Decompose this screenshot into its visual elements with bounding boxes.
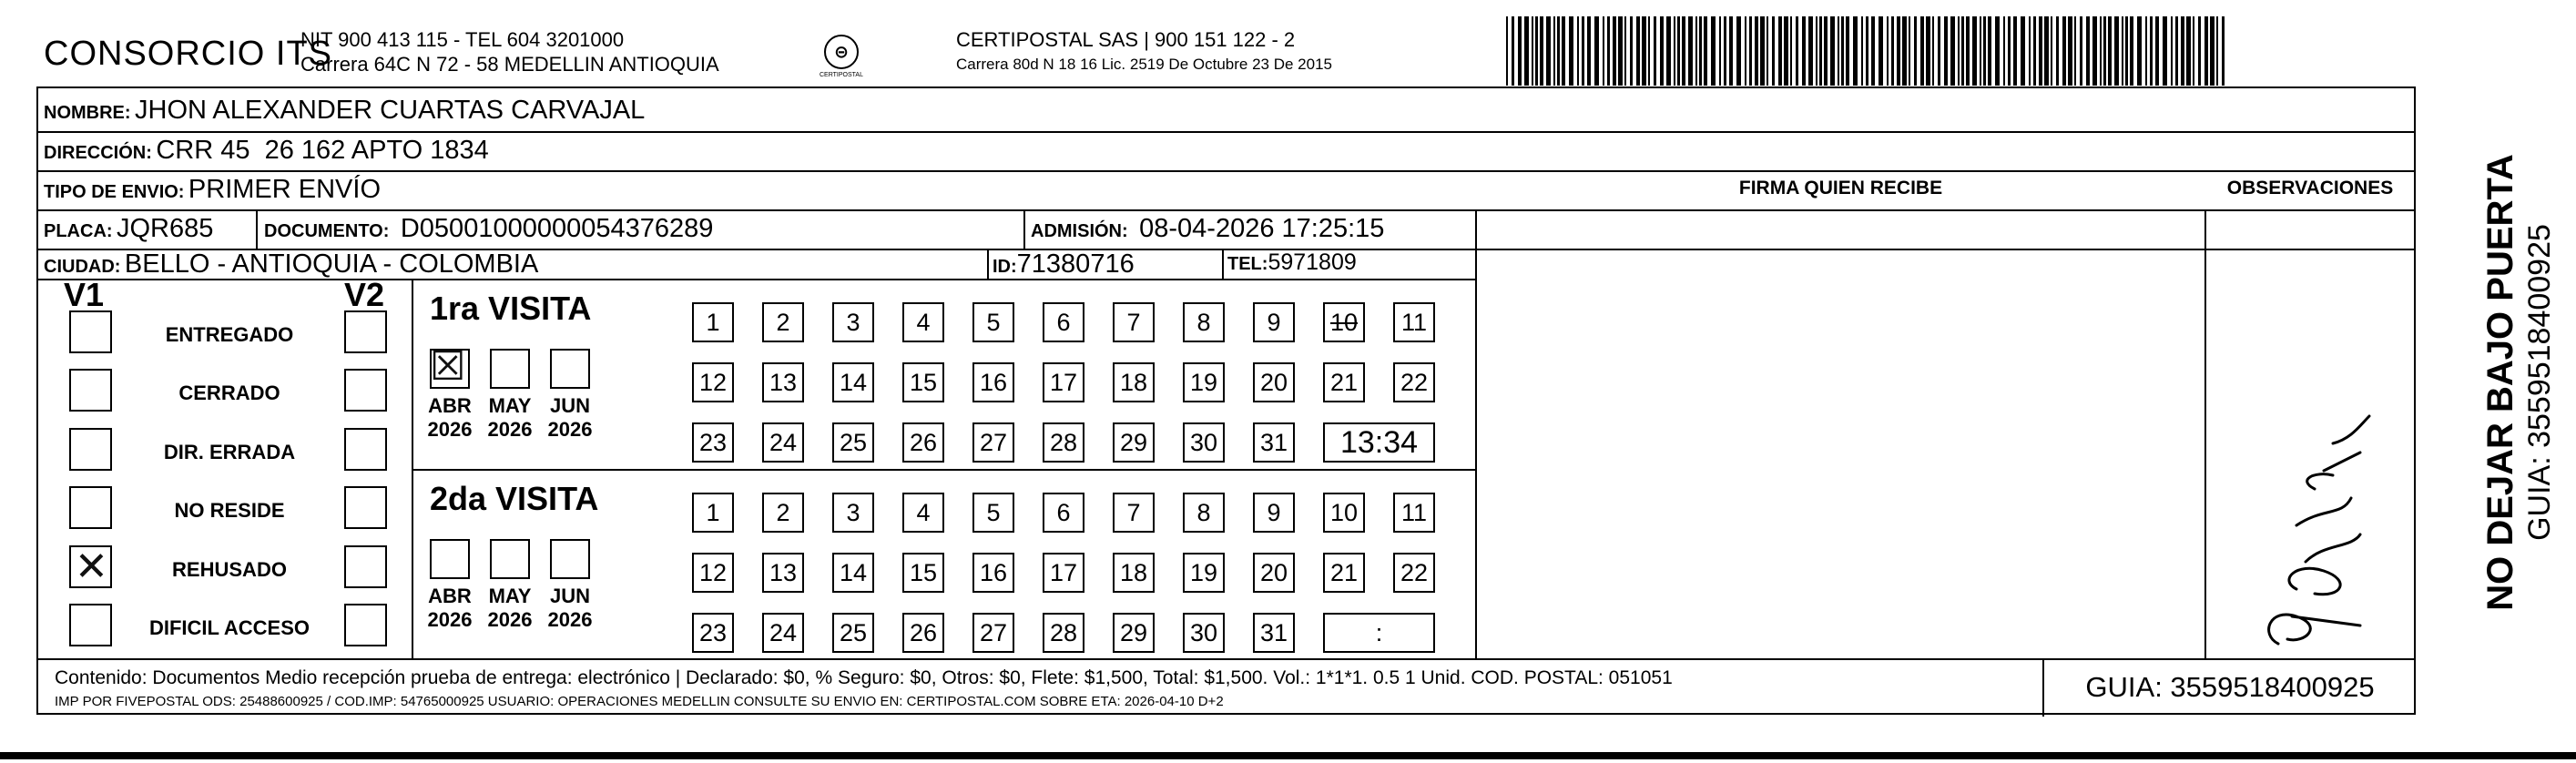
nit-line: NIT 900 413 115 - TEL 604 3201000 <box>300 28 625 51</box>
barcode-bar <box>1819 16 1822 86</box>
barcode-bar <box>1944 16 1948 86</box>
day-box[interactable]: 14 <box>832 362 874 402</box>
v2-checkbox-4[interactable] <box>344 545 387 588</box>
tel-label: TEL: <box>1227 254 1268 274</box>
day-box[interactable]: 31 <box>1253 613 1295 653</box>
status-option-label: DIR. ERRADA <box>163 441 296 463</box>
barcode-bar <box>2137 16 2142 86</box>
barcode-bar <box>1506 16 1508 86</box>
barcode-bar <box>1802 16 1806 86</box>
day-box[interactable]: 16 <box>972 553 1014 593</box>
barcode-bar <box>2198 16 2201 86</box>
barcode-bar <box>2210 16 2215 86</box>
barcode-bar <box>1524 16 1529 86</box>
day-box[interactable]: 28 <box>1043 422 1084 463</box>
company-address: Carrera 64C N 72 - 58 MEDELLIN ANTIOQUIA <box>300 53 719 76</box>
placa-label: PLACA: <box>44 221 113 241</box>
barcode-bar <box>1532 16 1533 86</box>
v1-checkbox-4[interactable] <box>69 545 112 588</box>
month-year: 2026 <box>487 418 533 441</box>
day-box[interactable]: 26 <box>902 613 944 653</box>
ciudad-label: CIUDAD: <box>44 257 121 277</box>
barcode-bar <box>1866 16 1868 86</box>
day-box[interactable]: 4 <box>902 493 944 533</box>
barcode-bar <box>1613 16 1616 86</box>
month-label <box>483 585 537 632</box>
barcode-bar <box>1557 16 1560 86</box>
day-box[interactable]: 23 <box>692 613 734 653</box>
barcode-bar <box>1772 16 1775 86</box>
day-box[interactable]: 27 <box>972 422 1014 463</box>
barcode-bar <box>2003 16 2005 86</box>
barcode-bar <box>1674 16 1675 86</box>
status-option-label: ENTREGADO <box>165 323 294 346</box>
company-info <box>300 27 719 76</box>
barcode-bar <box>2222 16 2225 86</box>
day-box[interactable]: 10 <box>1323 493 1365 533</box>
v2-checkbox-3[interactable] <box>344 486 387 529</box>
nombre-label: NOMBRE: <box>44 103 131 123</box>
barcode-bar <box>1784 16 1788 86</box>
v2-checkbox-0[interactable] <box>344 310 387 353</box>
month-label <box>543 585 597 632</box>
barcode-bar <box>2013 16 2017 86</box>
certipostal-info <box>956 27 1332 76</box>
barcode-bar <box>1677 16 1680 86</box>
barcode-bar <box>2100 16 2102 86</box>
barcode-bar <box>2068 16 2072 86</box>
barcode-bar <box>1624 16 1626 86</box>
day-box[interactable]: 13 <box>762 362 804 402</box>
barcode-bar <box>1841 16 1844 86</box>
day-box[interactable]: 24 <box>762 422 804 463</box>
v2-checkbox-2[interactable] <box>344 428 387 471</box>
day-box[interactable]: 25 <box>832 422 874 463</box>
day-box[interactable]: 1 <box>692 493 734 533</box>
month-label <box>423 394 477 442</box>
barcode-bar <box>1914 16 1917 86</box>
barcode-bar <box>1569 16 1573 86</box>
certipostal-logo <box>815 35 868 82</box>
documento-row <box>264 214 713 244</box>
barcode-bar <box>1887 16 1889 86</box>
barcode-bar <box>1745 16 1746 86</box>
barcode-bar <box>2216 16 2218 86</box>
observaciones-header: OBSERVACIONES <box>2226 178 2394 198</box>
barcode-bar <box>2062 16 2066 86</box>
barcode-bar <box>1607 16 1610 86</box>
barcode-bar <box>2021 16 2025 86</box>
day-box[interactable]: 26 <box>902 422 944 463</box>
barcode-bar <box>1518 16 1522 86</box>
day-box[interactable]: 9 <box>1253 302 1295 342</box>
direccion-label: DIRECCIÓN: <box>44 143 152 163</box>
direccion-value: CRR 45 26 162 APTO 1834 <box>156 136 489 165</box>
barcode-bar <box>1891 16 1894 86</box>
side-warning: NO DEJAR BAJO PUERTA <box>2480 154 2520 611</box>
month-checkbox[interactable] <box>550 539 590 579</box>
barcode-bar <box>2114 16 2119 86</box>
month-name: JUN <box>549 394 590 417</box>
day-box[interactable]: 19 <box>1183 553 1225 593</box>
day-box[interactable]: 5 <box>972 302 1014 342</box>
day-box[interactable]: 29 <box>1113 613 1155 653</box>
id-row <box>993 249 1135 280</box>
v1-checkbox-2[interactable] <box>69 428 112 471</box>
status-option-label: NO RESIDE <box>174 499 285 522</box>
barcode-bar <box>1618 16 1623 86</box>
documento-label: DOCUMENTO: <box>264 221 390 241</box>
month-year: 2026 <box>427 608 473 631</box>
tipo-row <box>44 175 381 205</box>
v2-header: V2 <box>344 276 385 313</box>
barcode-bar <box>2056 16 2059 86</box>
barcode-bar <box>2092 16 2097 86</box>
day-box[interactable]: 22 <box>1393 362 1435 402</box>
day-box[interactable]: 8 <box>1183 302 1225 342</box>
barcode-bar <box>1682 16 1685 86</box>
visit-time[interactable]: 13:34 <box>1323 422 1435 463</box>
barcode-bar <box>1699 16 1702 86</box>
barcode-bar <box>1736 16 1741 86</box>
direccion-row <box>44 136 489 166</box>
barcode-bar <box>2122 16 2123 86</box>
day-box[interactable]: 20 <box>1253 553 1295 593</box>
barcode-bar <box>1796 16 1798 86</box>
barcode-bar <box>2125 16 2128 86</box>
day-box[interactable]: 17 <box>1043 362 1084 402</box>
barcode-bar <box>1636 16 1640 86</box>
day-box[interactable]: 12 <box>692 553 734 593</box>
barcode-bar <box>1540 16 1543 86</box>
barcode-bar <box>1546 16 1551 86</box>
barcode-bar <box>1897 16 1900 86</box>
barcode-bar <box>1719 16 1721 86</box>
ciudad-row <box>44 249 538 280</box>
visit-title: 2da VISITA <box>430 480 599 517</box>
barcode-bar <box>1938 16 1940 86</box>
documento-value: D05001000000054376289 <box>400 214 714 243</box>
barcode-bar <box>1909 16 1910 86</box>
tipo-label: TIPO DE ENVIO: <box>44 182 185 202</box>
day-box[interactable]: 29 <box>1113 422 1155 463</box>
month-year: 2026 <box>487 608 533 631</box>
barcode-bar <box>2103 16 2106 86</box>
barcode-bar <box>1932 16 1934 86</box>
barcode-bar <box>1729 16 1733 86</box>
barcode-bar <box>1666 16 1671 86</box>
id-value: 71380716 <box>1016 249 1135 279</box>
month-name: JUN <box>549 585 590 607</box>
barcode-bar <box>1926 16 1930 86</box>
day-box[interactable]: 17 <box>1043 553 1084 593</box>
barcode-bar <box>1562 16 1565 86</box>
nombre-row <box>44 96 645 126</box>
day-box[interactable]: 30 <box>1183 422 1225 463</box>
barcode-bar <box>1988 16 1991 86</box>
barcode-bar <box>1920 16 1924 86</box>
barcode-bar <box>2051 16 2052 86</box>
side-label <box>2479 154 2558 611</box>
status-option-label: CERRADO <box>178 382 280 404</box>
ciudad-value: BELLO - ANTIOQUIA - COLOMBIA <box>124 249 539 279</box>
day-box[interactable]: 5 <box>972 493 1014 533</box>
barcode-bar <box>2155 16 2159 86</box>
admision-label: ADMISIÓN: <box>1031 221 1128 241</box>
barcode-bar <box>1767 16 1768 86</box>
barcode-bar <box>2074 16 2076 86</box>
nombre-value: JHON ALEXANDER CUARTAS CARVAJAL <box>135 96 646 125</box>
month-label <box>543 394 597 442</box>
month-checkbox[interactable] <box>430 539 470 579</box>
logo-text: CERTIPOSTAL <box>820 72 863 78</box>
day-box[interactable]: 21 <box>1323 553 1365 593</box>
barcode <box>1506 16 2227 86</box>
barcode-bar <box>2086 16 2090 86</box>
footer-contenido: Contenido: Documentos Medio recepción prueba de entrega: electrónico | Declarado: $0, % Seguro: $0, Otros: $0, Flete: $1,500, Total: $1,500. Vol.: 1*1*1. 0.5 1 Unid. COD. POSTAL: 051051 <box>55 667 1673 688</box>
v1-checkbox-1[interactable] <box>69 369 112 412</box>
barcode-bar <box>1871 16 1875 86</box>
v1-checkbox-3[interactable] <box>69 486 112 529</box>
certipostal-line: CERTIPOSTAL SAS | 900 151 122 - 2 <box>956 28 1296 51</box>
barcode-bar <box>1983 16 1986 86</box>
check-mark-icon: ✕ <box>75 544 108 589</box>
day-box[interactable]: 20 <box>1253 362 1295 402</box>
placa-row <box>44 214 213 244</box>
day-box[interactable]: 19 <box>1183 362 1225 402</box>
day-box[interactable]: 31 <box>1253 422 1295 463</box>
barcode-bar <box>1688 16 1693 86</box>
tel-row <box>1227 249 1357 276</box>
day-box[interactable]: 13 <box>762 553 804 593</box>
barcode-bar <box>1512 16 1514 86</box>
barcode-bar <box>1972 16 1977 86</box>
barcode-bar <box>2080 16 2082 86</box>
day-box[interactable]: 15 <box>902 553 944 593</box>
barcode-bar <box>1760 16 1765 86</box>
barcode-bar <box>2044 16 2049 86</box>
day-box[interactable]: 30 <box>1183 613 1225 653</box>
barcode-bar <box>2145 16 2147 86</box>
barcode-bar <box>2033 16 2036 86</box>
day-box[interactable]: 6 <box>1043 302 1084 342</box>
barcode-bar <box>2175 16 2178 86</box>
v1-header: V1 <box>64 276 105 313</box>
month-name: MAY <box>488 394 532 417</box>
barcode-bar <box>1838 16 1839 86</box>
month-name: MAY <box>488 585 532 607</box>
tipo-value: PRIMER ENVÍO <box>188 175 382 204</box>
day-box[interactable]: 27 <box>972 613 1014 653</box>
barcode-bar <box>1778 16 1782 86</box>
barcode-bar <box>1587 16 1591 86</box>
barcode-bar <box>2130 16 2133 86</box>
month-name: ABR <box>428 585 472 607</box>
barcode-bar <box>1950 16 1955 86</box>
barcode-bar <box>1808 16 1813 86</box>
barcode-bar <box>2029 16 2031 86</box>
day-box[interactable]: 3 <box>832 302 874 342</box>
month-year: 2026 <box>547 608 593 631</box>
certipostal-address: Carrera 80d N 18 16 Lic. 2519 De Octubre 23 De 2015 <box>956 56 1332 73</box>
id-label: ID: <box>993 257 1017 277</box>
month-year: 2026 <box>427 418 473 441</box>
v2-checkbox-1[interactable] <box>344 369 387 412</box>
barcode-bar <box>2171 16 2173 86</box>
status-option-label: REHUSADO <box>172 558 287 581</box>
barcode-bar <box>2186 16 2191 86</box>
tel-value: 5971809 <box>1268 249 1357 275</box>
barcode-bar <box>1749 16 1752 86</box>
barcode-bar <box>1711 16 1716 86</box>
barcode-bar <box>1648 16 1650 86</box>
barcode-bar <box>1902 16 1907 86</box>
v1-checkbox-5[interactable] <box>69 604 112 646</box>
barcode-bar <box>1755 16 1758 86</box>
delivery-form <box>36 86 2416 715</box>
status-option-label: DIFICIL ACCESO <box>148 616 310 639</box>
barcode-bar <box>2204 16 2208 86</box>
barcode-bar <box>2150 16 2153 86</box>
day-box[interactable]: 16 <box>972 362 1014 402</box>
barcode-bar <box>1704 16 1707 86</box>
v1-checkbox-0[interactable] <box>69 310 112 353</box>
barcode-bar <box>2039 16 2042 86</box>
admision-row <box>1031 214 1384 244</box>
barcode-bar <box>2193 16 2194 86</box>
day-box[interactable]: 3 <box>832 493 874 533</box>
barcode-bar <box>1695 16 1697 86</box>
day-box[interactable]: 8 <box>1183 493 1225 533</box>
month-checkbox[interactable] <box>550 349 590 389</box>
barcode-bar <box>2108 16 2112 86</box>
day-box[interactable]: 12 <box>692 362 734 402</box>
barcode-bar <box>1594 16 1599 86</box>
day-box[interactable]: 7 <box>1113 493 1155 533</box>
day-box[interactable]: 6 <box>1043 493 1084 533</box>
logo-emblem-icon: ⊝ <box>824 35 859 69</box>
day-box[interactable]: 21 <box>1323 362 1365 402</box>
barcode-bar <box>1642 16 1646 86</box>
v2-checkbox-5[interactable] <box>344 604 387 646</box>
barcode-bar <box>1980 16 1981 86</box>
barcode-bar <box>1582 16 1584 86</box>
barcode-bar <box>1958 16 1960 86</box>
barcode-bar <box>1879 16 1883 86</box>
day-box[interactable]: 4 <box>902 302 944 342</box>
month-checkbox[interactable] <box>430 344 470 389</box>
visit-time[interactable]: : <box>1323 613 1435 653</box>
barcode-bar <box>1853 16 1858 86</box>
day-box[interactable]: 24 <box>762 613 804 653</box>
day-box[interactable]: 15 <box>902 362 944 402</box>
barcode-bar <box>1846 16 1849 86</box>
month-label <box>423 585 477 632</box>
month-label <box>483 394 537 442</box>
company-name: CONSORCIO ITS <box>44 35 333 73</box>
observaciones-signature <box>2242 389 2406 653</box>
barcode-bar <box>2008 16 2011 86</box>
barcode-bar <box>1824 16 1828 86</box>
footer-imp: IMP POR FIVEPOSTAL ODS: 25488600925 / COD.IMP: 54765000925 USUARIO: OPERACIONES MEDELLIN CONSULTE SU ENVIO EN: CERTIPOSTAL.COM SOBRE ETA: 2026-04-10 D+2 <box>55 694 1224 709</box>
day-box[interactable]: 11 <box>1393 493 1435 533</box>
month-year: 2026 <box>547 418 593 441</box>
barcode-bar <box>1553 16 1555 86</box>
day-box[interactable]: 2 <box>762 302 804 342</box>
day-box[interactable]: 28 <box>1043 613 1084 653</box>
barcode-bar <box>1603 16 1604 86</box>
day-box[interactable]: 7 <box>1113 302 1155 342</box>
month-checkbox[interactable] <box>490 349 530 389</box>
barcode-bar <box>1995 16 2000 86</box>
day-box[interactable]: 10 <box>1323 302 1365 342</box>
day-box[interactable]: 9 <box>1253 493 1295 533</box>
firma-header: FIRMA QUIEN RECIBE <box>1738 178 1943 198</box>
day-box[interactable]: 11 <box>1393 302 1435 342</box>
barcode-bar <box>1654 16 1656 86</box>
admision-value: 08-04-2026 17:25:15 <box>1139 214 1385 243</box>
barcode-bar <box>1630 16 1633 86</box>
day-box[interactable]: 1 <box>692 302 734 342</box>
month-name: ABR <box>428 394 472 417</box>
day-box[interactable]: 18 <box>1113 362 1155 402</box>
month-checkbox[interactable] <box>490 539 530 579</box>
bottom-rule <box>0 752 2576 759</box>
day-box[interactable]: 25 <box>832 613 874 653</box>
side-guia: GUIA: 3559518400925 <box>2522 224 2557 541</box>
barcode-bar <box>1816 16 1817 86</box>
barcode-bar <box>1577 16 1579 86</box>
barcode-bar <box>1861 16 1863 86</box>
day-box[interactable]: 18 <box>1113 553 1155 593</box>
visit-title: 1ra VISITA <box>430 290 592 327</box>
barcode-bar <box>2163 16 2167 86</box>
barcode-bar <box>1535 16 1538 86</box>
barcode-bar <box>1961 16 1964 86</box>
check-mark-icon: ☒ <box>430 344 466 389</box>
placa-value: JQR685 <box>117 214 214 243</box>
day-box[interactable]: 2 <box>762 493 804 533</box>
day-box[interactable]: 23 <box>692 422 734 463</box>
day-box[interactable]: 22 <box>1393 553 1435 593</box>
barcode-bar <box>2181 16 2184 86</box>
barcode-bar <box>1790 16 1792 86</box>
day-box[interactable]: 14 <box>832 553 874 593</box>
barcode-bar <box>1830 16 1835 86</box>
footer-guia: GUIA: 3559518400925 <box>2085 671 2375 703</box>
barcode-bar <box>1966 16 1970 86</box>
barcode-bar <box>1660 16 1664 86</box>
barcode-bar <box>1724 16 1726 86</box>
